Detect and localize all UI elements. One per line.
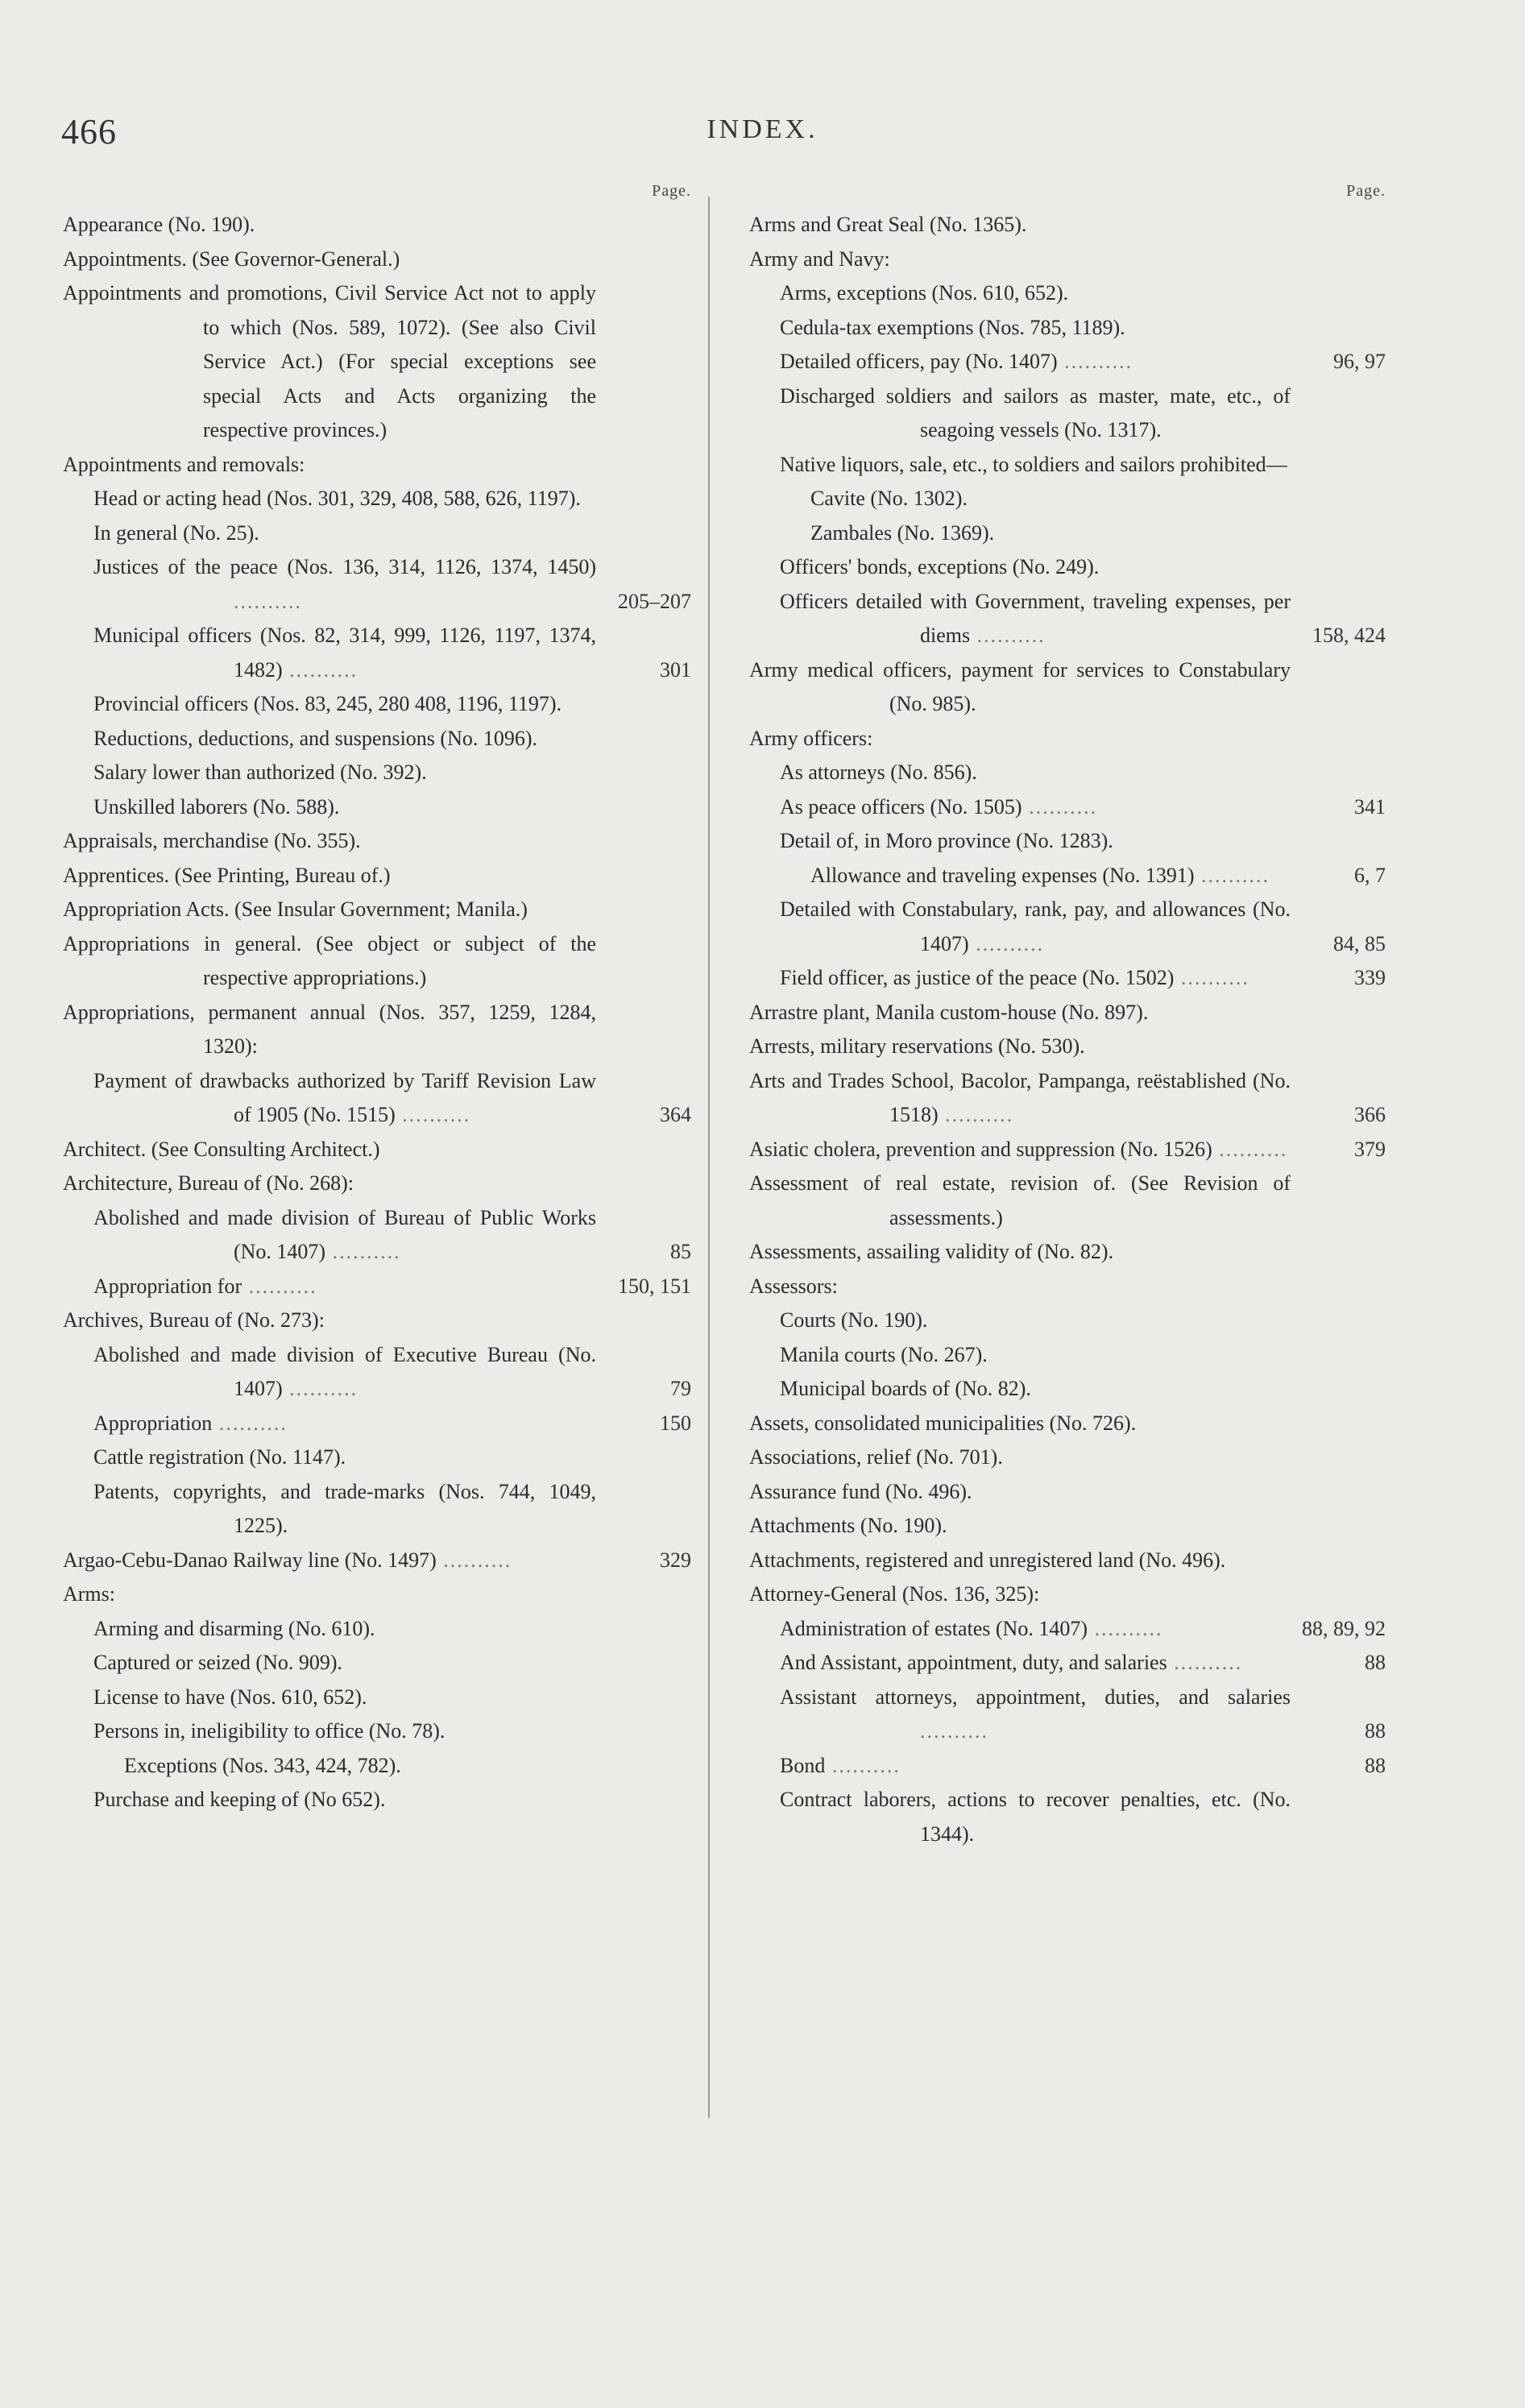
entry-text: Captured or seized (No. 909). — [93, 1651, 343, 1674]
index-entry — [63, 1714, 691, 1749]
index-entry — [749, 1338, 1386, 1373]
entry-text: Assets, consolidated municipalities (No. 726). — [749, 1411, 1137, 1435]
entry-pages: 379 — [1354, 1137, 1386, 1161]
entry-text: Appointments and promotions, Civil Service Act not to apply to which (Nos. 589, 1072). (See also Civil Service Act.) (For special exceptions see special Acts and Acts organizing the respective provinces.) — [63, 281, 596, 441]
right-column — [749, 182, 1386, 1851]
entry-text: Provincial officers (Nos. 83, 245, 280 408, 1196, 1197). — [93, 692, 562, 715]
entry-text: Argao-Cebu-Danao Railway line (No. 1497) — [63, 1548, 437, 1572]
leader-dots: .......... — [436, 1548, 512, 1572]
index-entry — [63, 1544, 691, 1578]
index-entry — [749, 311, 1386, 346]
leader-dots: .......... — [1088, 1616, 1163, 1640]
entry-text: Detailed officers, pay (No. 1407) — [780, 350, 1058, 373]
index-entry — [749, 1612, 1386, 1647]
index-entry — [63, 482, 691, 516]
index-entry — [749, 345, 1386, 379]
index-entry — [749, 1475, 1386, 1510]
entry-text: Appearance (No. 190). — [63, 213, 255, 236]
right-entries — [749, 208, 1386, 1851]
index-entry — [749, 824, 1386, 859]
leader-dots: .......... — [1174, 966, 1249, 989]
index-entry — [749, 1646, 1386, 1681]
entry-pages: 150 — [660, 1411, 691, 1435]
entry-text: Appointments. (See Governor-General.) — [63, 247, 400, 271]
entry-text: Abolished and made division of Executive Bureau (No. 1407) — [93, 1342, 596, 1400]
entry-pages: 96, 97 — [1333, 350, 1386, 373]
left-column — [63, 182, 691, 1817]
index-entry — [749, 859, 1386, 893]
entry-pages: 88 — [1365, 1753, 1386, 1777]
index-entry — [749, 585, 1386, 653]
entry-pages: 84, 85 — [1333, 931, 1386, 955]
index-entry — [749, 1681, 1386, 1749]
entry-text: Purchase and keeping of (No 652). — [93, 1788, 386, 1811]
leader-dots: .......... — [325, 1240, 401, 1263]
index-entry — [63, 756, 691, 790]
index-entry — [749, 1030, 1386, 1064]
entry-text: Assurance fund (No. 496). — [749, 1479, 972, 1503]
index-entry — [749, 1167, 1386, 1235]
entry-text: Appropriation — [93, 1411, 213, 1435]
leader-dots: .......... — [282, 657, 358, 682]
entry-text: Army and Navy: — [749, 247, 890, 271]
entry-text: Bond — [780, 1753, 826, 1777]
index-entry — [63, 619, 691, 687]
entry-pages: 150, 151 — [618, 1274, 691, 1298]
entry-text: Arms and Great Seal (No. 1365). — [749, 213, 1027, 236]
index-entry — [749, 1509, 1386, 1544]
column-divider — [708, 197, 710, 2118]
index-entry — [63, 1270, 691, 1304]
index-entry — [749, 1372, 1386, 1407]
entry-text: Asiatic cholera, prevention and suppression (No. 1526) — [749, 1137, 1212, 1161]
entry-text: Assistant attorneys, appointment, duties, and salaries — [780, 1685, 1291, 1709]
index-entry — [749, 1783, 1386, 1851]
index-entry — [63, 1338, 691, 1407]
index-entry — [749, 653, 1386, 722]
entry-text: Officers' bonds, exceptions (No. 249). — [780, 555, 1100, 578]
entry-text: Detail of, in Moro province (No. 1283). — [780, 829, 1113, 852]
index-entry — [63, 1681, 691, 1715]
entry-text: Apprentices. (See Printing, Bureau of.) — [63, 863, 391, 887]
index-entry — [63, 1201, 691, 1270]
leader-dots: .......... — [212, 1411, 288, 1435]
entry-pages: 6, 7 — [1354, 863, 1386, 887]
index-entry — [63, 1440, 691, 1475]
running-head: INDEX. — [707, 114, 818, 144]
index-entry — [749, 1133, 1386, 1167]
index-entry — [749, 448, 1386, 483]
entry-text: Allowance and traveling expenses (No. 1391) — [810, 863, 1195, 887]
index-entry — [63, 516, 691, 551]
entry-text: Associations, relief (No. 701). — [749, 1445, 1003, 1469]
index-entry — [63, 790, 691, 825]
leader-dots: .......... — [1212, 1137, 1288, 1161]
index-entry — [749, 1303, 1386, 1338]
entry-text: As peace officers (No. 1505) — [780, 794, 1022, 819]
entry-text: Patents, copyrights, and trade-marks (Nos. 744, 1049, 1225). — [93, 1479, 596, 1537]
entry-text: Architect. (See Consulting Architect.) — [63, 1137, 380, 1161]
entry-pages: 301 — [660, 657, 691, 682]
entry-text: Head or acting head (Nos. 301, 329, 408, 588, 626, 1197). — [93, 487, 581, 510]
index-entry — [749, 756, 1386, 790]
index-entry — [63, 893, 691, 927]
index-entry — [63, 824, 691, 859]
index-entry — [749, 1544, 1386, 1578]
entry-text: Unskilled laborers (No. 588). — [93, 794, 340, 819]
leader-dots: .......... — [968, 931, 1045, 955]
entry-pages: 329 — [660, 1548, 691, 1572]
index-entry — [63, 1303, 691, 1338]
entry-text: Arming and disarming (No. 610). — [93, 1616, 375, 1640]
entry-text: Cavite (No. 1302). — [810, 487, 968, 510]
index-entry — [749, 790, 1386, 825]
entry-text: In general (No. 25). — [93, 520, 259, 545]
index-entry — [63, 859, 691, 893]
entry-text: Municipal boards of (No. 82). — [780, 1377, 1031, 1400]
entry-text: Zambales (No. 1369). — [810, 520, 995, 545]
leader-dots: .......... — [1057, 350, 1133, 373]
index-entry — [749, 1270, 1386, 1304]
leader-dots: .......... — [1167, 1651, 1243, 1674]
index-entry — [749, 1064, 1386, 1133]
page-label-left: Page. — [652, 182, 691, 200]
entry-text: Appropriations in general. (See object or subject of the respective appropriations.) — [63, 931, 596, 989]
entry-text: Exceptions (Nos. 343, 424, 782). — [124, 1753, 401, 1777]
index-entry — [749, 961, 1386, 996]
page-number: 466 — [61, 112, 117, 151]
entry-text: Discharged soldiers and sailors as master, mate, etc., of seagoing vessels (No. 1317). — [780, 383, 1291, 441]
leader-dots: .......... — [970, 624, 1046, 647]
entry-pages: 85 — [670, 1240, 691, 1263]
index-entry — [63, 242, 691, 277]
index-entry — [749, 516, 1386, 551]
index-entry — [63, 1167, 691, 1201]
entry-text: Persons in, ineligibility to office (No. 78). — [93, 1719, 445, 1743]
index-entry — [63, 208, 691, 242]
leader-dots: .......... — [395, 1103, 471, 1126]
index-entry — [749, 722, 1386, 756]
index-entry — [749, 996, 1386, 1030]
entry-text: Native liquors, sale, etc., to soldiers and sailors prohibited— — [780, 452, 1287, 476]
entry-text: Assessors: — [749, 1274, 838, 1298]
index-entry — [63, 1133, 691, 1167]
entry-text: Arts and Trades School, Bacolor, Pampanga, reëstablished (No. 1518) — [749, 1068, 1291, 1126]
index-entry — [749, 379, 1386, 448]
index-entry — [749, 1440, 1386, 1475]
entry-text: License to have (Nos. 610, 652). — [93, 1685, 367, 1709]
entry-text: Detailed with Constabulary, rank, pay, and allowances (No. 1407) — [780, 897, 1291, 955]
entry-text: Payment of drawbacks authorized by Tariff Revision Law of 1905 (No. 1515) — [93, 1068, 596, 1126]
entry-text: Appropriation for — [93, 1274, 242, 1298]
entry-text: Manila courts (No. 267). — [780, 1342, 988, 1366]
index-entry — [63, 1749, 691, 1784]
index-entry — [63, 1612, 691, 1647]
index-entry — [749, 276, 1386, 311]
entry-pages: 88, 89, 92 — [1302, 1616, 1386, 1640]
entry-text: Attachments (No. 190). — [749, 1514, 947, 1537]
entry-text: Appraisals, merchandise (No. 355). — [63, 829, 361, 852]
entry-text: Cedula-tax exemptions (Nos. 785, 1189). — [780, 315, 1125, 339]
index-entry — [63, 1783, 691, 1817]
entry-text: Administration of estates (No. 1407) — [780, 1616, 1088, 1640]
left-entries — [63, 208, 691, 1817]
index-entry — [63, 1646, 691, 1681]
entry-text: Army medical officers, payment for services to Constabulary (No. 985). — [749, 657, 1291, 715]
entry-text: Assessments, assailing validity of (No. 82). — [749, 1240, 1114, 1263]
entry-text: Assessment of real estate, revision of. (See Revision of assessments.) — [749, 1171, 1291, 1229]
entry-text: Architecture, Bureau of (No. 268): — [63, 1171, 354, 1195]
leader-dots: .......... — [1194, 863, 1270, 887]
leader-dots: .......... — [825, 1753, 901, 1777]
entry-text: Justices of the peace (Nos. 136, 314, 1126, 1374, 1450) — [93, 555, 596, 578]
entry-text: And Assistant, appointment, duty, and salaries — [780, 1651, 1167, 1674]
index-entry — [63, 448, 691, 483]
entry-pages: 366 — [1354, 1103, 1386, 1126]
entry-text: Courts (No. 190). — [780, 1308, 928, 1332]
leader-dots: .......... — [282, 1377, 358, 1400]
leader-dots: .......... — [920, 1719, 988, 1743]
leader-dots: .......... — [234, 589, 302, 613]
entry-text: Abolished and made division of Bureau of Public Works (No. 1407) — [93, 1205, 596, 1263]
entry-text: Contract laborers, actions to recover penalties, etc. (No. 1344). — [780, 1788, 1291, 1846]
entry-pages: 364 — [660, 1103, 691, 1126]
entry-text: Appropriations, permanent annual (Nos. 357, 1259, 1284, 1320): — [63, 1000, 596, 1058]
entry-pages: 79 — [670, 1377, 691, 1400]
leader-dots: .......... — [242, 1274, 317, 1298]
entry-pages: 205–207 — [618, 589, 691, 613]
index-entry — [63, 722, 691, 756]
entry-text: Field officer, as justice of the peace (No. 1502) — [780, 966, 1175, 989]
entry-text: Attorney-General (Nos. 136, 325): — [749, 1582, 1040, 1606]
index-entry — [63, 996, 691, 1064]
entry-pages: 88 — [1365, 1651, 1386, 1674]
entry-text: Reductions, deductions, and suspensions (No. 1096). — [93, 726, 538, 750]
index-entry — [749, 1577, 1386, 1612]
entry-text: Army officers: — [749, 726, 873, 750]
index-entry — [749, 208, 1386, 242]
index-entry — [63, 1064, 691, 1133]
entry-text: Officers detailed with Government, traveling expenses, per diems — [780, 589, 1291, 647]
entry-text: Arrests, military reservations (No. 530). — [749, 1034, 1085, 1058]
index-entry — [63, 1577, 691, 1612]
index-entry — [749, 1235, 1386, 1270]
index-entry — [63, 687, 691, 722]
entry-pages: 88 — [1365, 1719, 1386, 1743]
index-entry — [749, 550, 1386, 585]
index-entry — [749, 242, 1386, 277]
entry-text: Municipal officers (Nos. 82, 314, 999, 1126, 1197, 1374, 1482) — [93, 624, 596, 682]
entry-text: Appropriation Acts. (See Insular Government; Manila.) — [63, 897, 528, 921]
index-entry — [63, 1475, 691, 1544]
index-entry — [63, 1407, 691, 1441]
page-label-right: Page. — [1346, 182, 1386, 200]
entry-text: As attorneys (No. 856). — [780, 761, 977, 784]
index-entry — [63, 276, 691, 448]
entry-text: Attachments, registered and unregistered land (No. 496). — [749, 1548, 1226, 1572]
entry-text: Appointments and removals: — [63, 452, 305, 476]
entry-text: Archives, Bureau of (No. 273): — [63, 1308, 325, 1332]
entry-text: Salary lower than authorized (No. 392). — [93, 761, 427, 784]
entry-pages: 341 — [1354, 794, 1386, 819]
index-entry — [749, 893, 1386, 961]
index-entry — [749, 1407, 1386, 1441]
entry-text: Arms: — [63, 1582, 115, 1606]
index-entry — [749, 482, 1386, 516]
entry-pages: 339 — [1354, 966, 1386, 989]
entry-pages: 158, 424 — [1312, 624, 1386, 647]
leader-dots: .......... — [1022, 794, 1098, 819]
index-entry — [749, 1749, 1386, 1784]
leader-dots: .......... — [938, 1103, 1014, 1126]
entry-text: Cattle registration (No. 1147). — [93, 1445, 346, 1469]
index-entry — [63, 550, 691, 619]
entry-text: Arms, exceptions (Nos. 610, 652). — [780, 281, 1069, 305]
entry-text: Arrastre plant, Manila custom-house (No. 897). — [749, 1000, 1149, 1024]
index-entry — [63, 927, 691, 996]
